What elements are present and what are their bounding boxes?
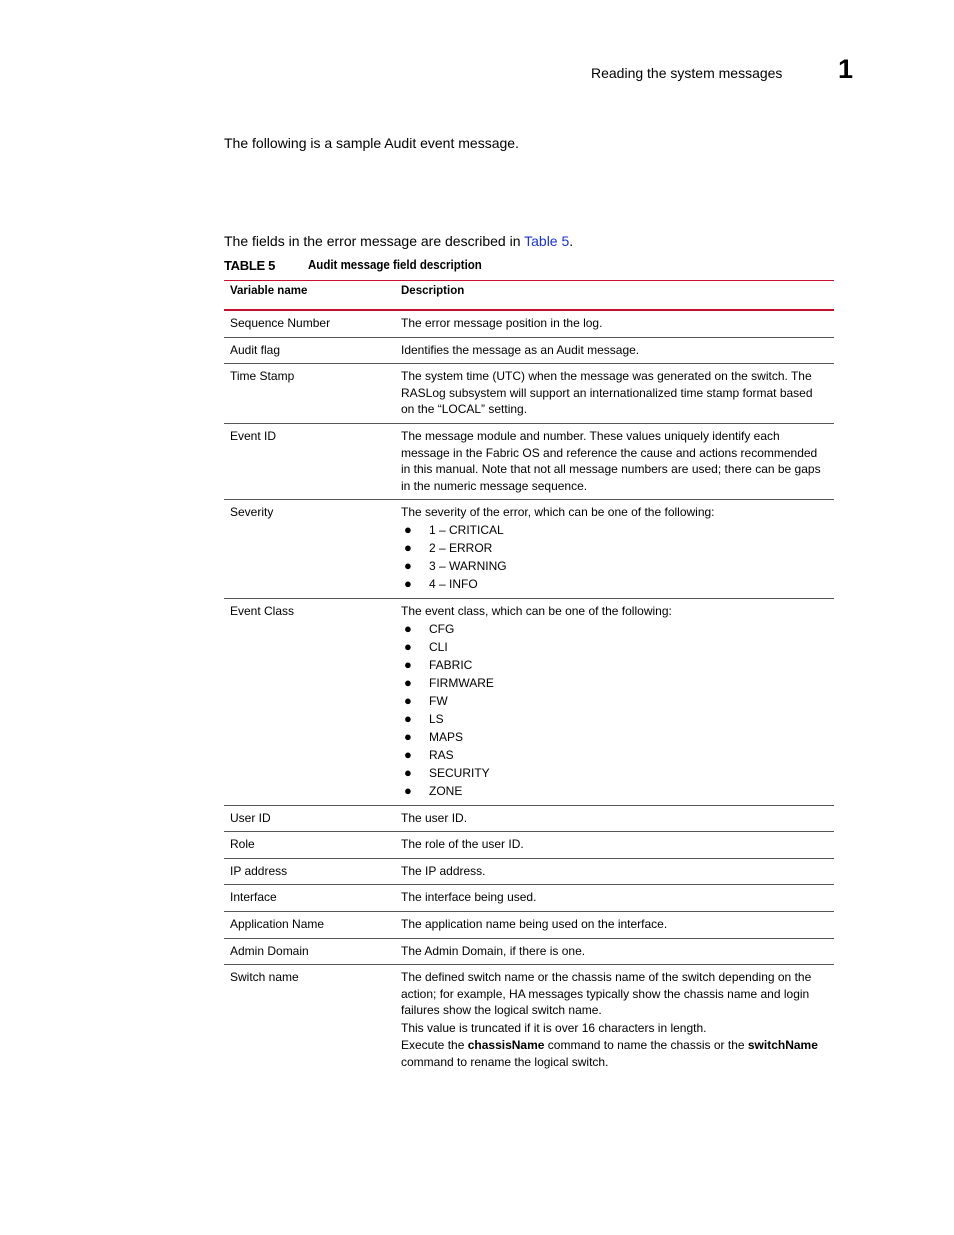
fields-text-after: . [569, 233, 574, 249]
row-name: Switch name [230, 970, 299, 985]
list-item-text: CLI [429, 639, 448, 654]
table-row [224, 965, 834, 1076]
row-name: Role [230, 837, 255, 852]
row-description [395, 965, 834, 1076]
list-item-text: FW [429, 693, 448, 708]
switch-name-command-note [401, 1037, 828, 1070]
row-name: User ID [230, 810, 271, 825]
table-caption [224, 258, 482, 273]
bullet-icon: ● [404, 764, 412, 780]
list-item-text: MAPS [429, 729, 464, 744]
row-name: Interface [230, 890, 277, 905]
audit-field-table [224, 280, 834, 1076]
table-row [224, 500, 834, 599]
list-item [401, 674, 828, 692]
bullet-icon: ● [404, 710, 412, 726]
list-item-text: ZONE [429, 783, 463, 798]
severity-list [401, 521, 828, 593]
chapter-number: 1 [838, 54, 854, 84]
list-item [401, 692, 828, 710]
list-item-text: SECURITY [429, 765, 490, 780]
row-name: Time Stamp [230, 369, 295, 384]
table-row [224, 423, 834, 499]
list-item-text: FABRIC [429, 657, 473, 672]
event-class-intro: The event class, which can be one of the following: [401, 603, 672, 618]
bullet-icon: ● [404, 521, 412, 537]
list-item [401, 557, 828, 575]
severity-intro: The severity of the error, which can be one of the following: [401, 505, 715, 520]
list-item [401, 710, 828, 728]
header-description: Description [401, 285, 465, 297]
list-item [401, 764, 828, 782]
switch-name-truncation-note: This value is truncated if it is over 16 characters in length. [401, 1020, 707, 1035]
table-header-row [224, 281, 834, 311]
bullet-icon: ● [404, 620, 412, 636]
row-description: The message module and number. These values uniquely identify each message in the Fabric OS and reference the cause and actions recommended in this manual. Note that not all message numbers are used; there can be gaps in the numeric message sequence. [401, 428, 821, 493]
bullet-icon: ● [404, 746, 412, 762]
list-item-text: RAS [429, 747, 454, 762]
list-item [401, 521, 828, 539]
row-name: Admin Domain [230, 943, 309, 958]
list-item-text: 2 – ERROR [429, 540, 493, 555]
bullet-icon: ● [404, 656, 412, 672]
table-label: TABLE 5 [224, 258, 276, 273]
row-description: The error message position in the log. [401, 316, 603, 330]
event-class-list [401, 620, 828, 800]
table-row [224, 832, 834, 859]
table-row [224, 598, 834, 805]
row-description: The Admin Domain, if there is one. [401, 943, 586, 958]
list-item [401, 620, 828, 638]
header-variable-name: Variable name [230, 285, 308, 297]
list-item-text: CFG [429, 621, 455, 636]
bullet-icon: ● [404, 728, 412, 744]
row-description [395, 598, 834, 805]
row-description: The IP address. [401, 863, 486, 878]
table-5-link[interactable]: Table 5 [524, 233, 570, 249]
table-row [224, 337, 834, 364]
command-note-post: command to rename the logical switch. [401, 1055, 609, 1070]
command-note-mid: command to name the chassis or the [544, 1038, 748, 1053]
row-description [395, 500, 834, 599]
page-header-title: Reading the system messages [591, 65, 783, 81]
list-item [401, 746, 828, 764]
bullet-icon: ● [404, 674, 412, 690]
row-name: IP address [230, 863, 288, 878]
fields-text-before: The fields in the error message are described in [224, 233, 525, 249]
list-item [401, 656, 828, 674]
switchname-command: switchName [747, 1038, 818, 1053]
row-description: The user ID. [401, 810, 468, 825]
row-name: Event ID [230, 428, 277, 443]
bullet-icon: ● [404, 539, 412, 555]
row-name: Audit flag [230, 342, 281, 357]
list-item-text: 1 – CRITICAL [429, 522, 504, 537]
bullet-icon: ● [404, 575, 412, 591]
row-description: The interface being used. [401, 890, 537, 905]
chassisname-command: chassisName [467, 1038, 545, 1053]
fields-paragraph [224, 233, 573, 249]
row-description: The application name being used on the interface. [401, 916, 668, 931]
command-note-pre: Execute the [401, 1038, 468, 1053]
bullet-icon: ● [404, 692, 412, 708]
intro-paragraph: The following is a sample Audit event message. [224, 135, 519, 151]
row-name: Event Class [230, 603, 295, 618]
row-description: The role of the user ID. [401, 837, 524, 852]
list-item [401, 575, 828, 593]
switch-name-desc: The defined switch name or the chassis name of the switch depending on the action; for example, HA messages typically show the chassis name and login failures show the logical switch name. [401, 970, 812, 1018]
table-row [224, 310, 834, 337]
bullet-icon: ● [404, 557, 412, 573]
row-name: Application Name [230, 916, 325, 931]
table-caption-text: Audit message field description [308, 258, 482, 272]
bullet-icon: ● [404, 782, 412, 798]
row-name: Severity [230, 505, 274, 520]
table-row [224, 938, 834, 965]
list-item [401, 638, 828, 656]
list-item-text: 3 – WARNING [429, 558, 507, 573]
table-row [224, 805, 834, 832]
table-row [224, 911, 834, 938]
table-row [224, 885, 834, 912]
row-description: Identifies the message as an Audit message. [401, 342, 640, 357]
list-item-text: 4 – INFO [429, 576, 478, 591]
table-row [224, 364, 834, 424]
table-row [224, 858, 834, 885]
list-item [401, 782, 828, 800]
list-item-text: FIRMWARE [429, 675, 494, 690]
bullet-icon: ● [404, 638, 412, 654]
list-item [401, 539, 828, 557]
list-item-text: LS [429, 711, 444, 726]
list-item [401, 728, 828, 746]
row-description: The system time (UTC) when the message was generated on the switch. The RASLog subsystem will support an internationalized time stamp format based on the “LOCAL” setting. [401, 369, 813, 417]
row-name: Sequence Number [230, 316, 331, 330]
